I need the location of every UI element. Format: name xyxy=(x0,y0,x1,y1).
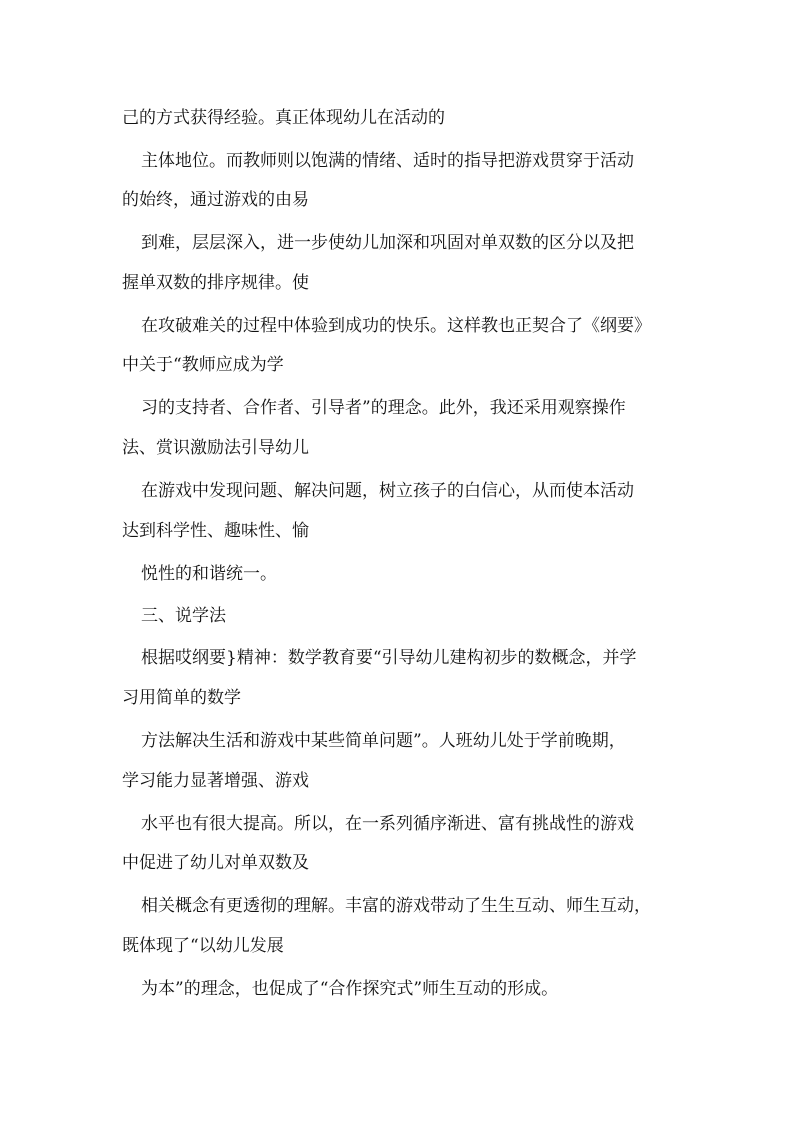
text-line xyxy=(0,433,794,463)
text-line xyxy=(0,393,794,423)
text-line xyxy=(0,891,794,921)
line-text: 悦性的和谐统一。 xyxy=(141,564,277,584)
line-text: 在游戏中发现问题、解决问题，树立孩子的白信心，从而使本活动 xyxy=(141,481,634,501)
text-line xyxy=(0,146,794,176)
line-text: 习的支持者、合作者、引导者”的理念。此外，我还采用观察操作 xyxy=(141,398,626,418)
line-text: 中关于“教师应成为学 xyxy=(122,355,284,375)
text-line xyxy=(0,683,794,713)
line-text: 既体现了“以幼儿发展 xyxy=(122,936,284,956)
text-line xyxy=(0,311,794,341)
text-line xyxy=(0,809,794,839)
text-line xyxy=(0,559,794,589)
line-text: 习用简单的数学 xyxy=(122,688,241,708)
heading-text: 三、说学法 xyxy=(141,606,226,626)
line-text: 己的方式获得经验。真正体现幼儿在活动的 xyxy=(122,108,445,128)
line-text: 法、赏识激励法引导幼儿 xyxy=(122,438,309,458)
line-text: 握单双数的排序规律。使 xyxy=(122,273,309,293)
text-line xyxy=(0,516,794,546)
text-line xyxy=(0,931,794,961)
text-line xyxy=(0,643,794,673)
line-text: 到难，层层深入，进一步使幼儿加深和巩固对单双数的区分以及把 xyxy=(141,233,634,253)
line-text: 相关概念有更透彻的理解。丰富的游戏带动了生生互动、师生互动， xyxy=(141,896,651,916)
text-line xyxy=(0,848,794,878)
line-text: 根据哎纲要}精神：数学教育要“引导幼儿建构初步的数概念，并学 xyxy=(141,648,637,668)
line-text: 水平也有很大提高。所以，在一系列循序渐进、富有挑战性的游戏 xyxy=(141,814,634,834)
text-line xyxy=(0,476,794,506)
text-line xyxy=(0,103,794,133)
text-line xyxy=(0,185,794,215)
line-text: 的始终，通过游戏的由易 xyxy=(122,190,309,210)
line-text: 为本”的理念，也促成了“合作探究式”师生互动的形成。 xyxy=(141,979,559,999)
line-text: 在攻破难关的过程中体验到成功的快乐。这样教也正契合了《纲要》 xyxy=(141,316,651,336)
text-line xyxy=(0,766,794,796)
section-heading xyxy=(0,601,794,631)
text-line xyxy=(0,350,794,380)
line-text: 中促进了幼儿对单双数及 xyxy=(122,853,309,873)
line-text: 达到科学性、趣味性、愉 xyxy=(122,521,309,541)
line-text: 方法解决生活和游戏中某些简单问题”。人班幼儿处于学前晚期， xyxy=(141,731,626,751)
text-line xyxy=(0,726,794,756)
line-text: 主体地位。而教师则以饱满的情绪、适时的指导把游戏贯穿于活动 xyxy=(141,151,634,171)
line-text: 学习能力显著增强、游戏 xyxy=(122,771,309,791)
text-line xyxy=(0,228,794,258)
text-line xyxy=(0,974,794,1004)
text-line xyxy=(0,268,794,298)
